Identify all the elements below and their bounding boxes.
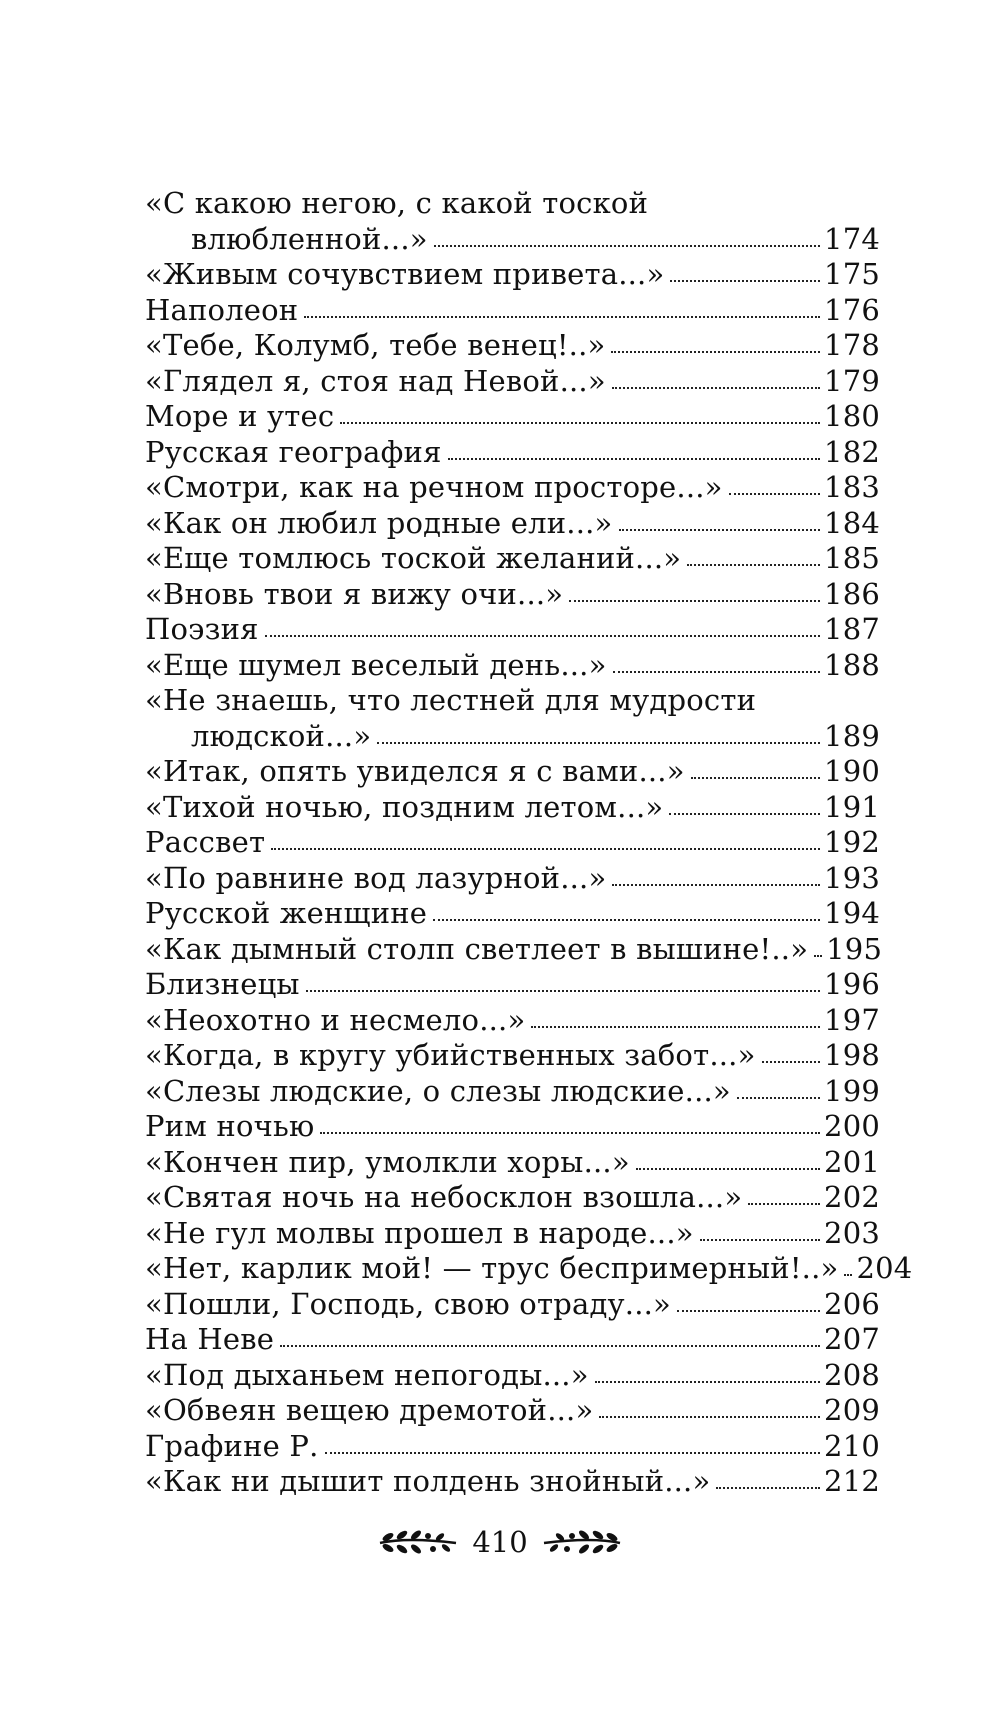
toc-entry (145, 1180, 880, 1216)
dot-leader (844, 1272, 852, 1276)
dot-leader (595, 1379, 820, 1383)
toc-entry-page: 207 (824, 1322, 880, 1356)
toc-entry-page: 179 (824, 363, 880, 398)
toc-entry-page: 204 (856, 1251, 913, 1285)
toc-entry-title: «Кончен пир, умолкли хоры...» (145, 1144, 630, 1179)
toc-entry-title: «Итак, опять увиделся я с вами...» (145, 754, 685, 788)
toc-entry-title: «Слезы людские, о слезы людские...» (145, 1073, 731, 1108)
toc-entry-title: «Тихой ночью, поздним летом...» (145, 789, 664, 824)
toc-entry (145, 967, 880, 1003)
toc-entry-title: «Нет, карлик мой! — трус беспримерный!..» (145, 1251, 839, 1285)
dot-leader (700, 1237, 820, 1241)
toc-entry (145, 719, 880, 755)
toc-entry-page: 203 (824, 1215, 880, 1250)
toc-entry-page: 176 (824, 292, 880, 327)
toc-entry-title: людской...» (191, 718, 372, 753)
toc-entry (145, 754, 880, 790)
toc-entry-page: 210 (824, 1428, 880, 1463)
dot-leader (434, 243, 820, 247)
dot-leader (748, 1201, 820, 1205)
toc-entry-page: 198 (824, 1038, 880, 1072)
dot-leader (612, 385, 820, 389)
toc-entry (145, 612, 880, 648)
dot-leader (271, 846, 820, 850)
dot-leader (716, 1485, 820, 1489)
dot-leader (340, 420, 820, 424)
toc-entry (145, 222, 880, 258)
dot-leader (304, 314, 820, 318)
dot-leader (325, 1450, 821, 1454)
toc-entry-title: Русской женщине (145, 896, 428, 930)
dot-leader (265, 633, 820, 637)
toc-entry-title: Море и утес (145, 399, 335, 433)
toc-entry-title: «Глядел я, стоя над Невой...» (145, 363, 606, 398)
dot-leader (320, 1130, 820, 1134)
toc-entry-page: 178 (824, 328, 880, 362)
toc-entry-title: «Когда, в кругу убийственных забот...» (145, 1038, 756, 1072)
toc-entry (145, 293, 880, 329)
toc-entry (145, 1322, 880, 1358)
toc-entry-page: 185 (824, 541, 880, 575)
toc-entry-title: «Неохотно и несмело...» (145, 1002, 526, 1037)
dot-leader (814, 953, 822, 957)
toc-entry (145, 1464, 880, 1500)
toc-entry-title: «Живым сочувствием привета...» (145, 257, 665, 291)
toc-entry-page: 180 (824, 399, 880, 433)
toc-entry (145, 1393, 880, 1429)
dot-leader (611, 349, 820, 353)
dot-leader (762, 1059, 821, 1063)
dot-leader (612, 882, 820, 886)
toc-entry (145, 470, 880, 506)
toc-entry-page: 212 (824, 1464, 880, 1498)
toc-entry-title: «Не гул молвы прошел в народе...» (145, 1215, 694, 1250)
toc-entry-title: «Вновь твои я вижу очи...» (145, 576, 564, 611)
table-of-contents (145, 186, 913, 1500)
toc-entry-title: «Как ни дышит полдень знойный...» (145, 1464, 711, 1498)
toc-entry (145, 1251, 913, 1287)
toc-entry-title: «Как дымный столп светлеет в вышине!..» (145, 931, 809, 966)
toc-entry-page: 174 (824, 221, 880, 256)
toc-entry-page: 208 (824, 1357, 880, 1392)
toc-entry (145, 1358, 880, 1394)
toc-entry (145, 896, 880, 932)
toc-entry (145, 541, 880, 577)
toc-entry-page: 206 (824, 1286, 880, 1321)
dot-leader (737, 1095, 820, 1099)
toc-entry (145, 790, 880, 826)
toc-entry-page: 194 (824, 896, 880, 930)
toc-entry-title: Графине Р. (145, 1428, 319, 1463)
toc-entry (145, 435, 880, 471)
page-footer (0, 1525, 1000, 1559)
toc-entry-page: 196 (824, 967, 880, 1001)
dot-leader (619, 527, 821, 531)
toc-entry (145, 1216, 880, 1252)
toc-entry-title: Близнецы (145, 967, 300, 1001)
toc-entry (145, 1287, 880, 1323)
toc-entry-title-line: «С какою негою, с какой тоской (145, 186, 649, 220)
toc-entry-page: 186 (824, 576, 880, 611)
toc-entry-title: Наполеон (145, 292, 299, 327)
laurel-branch-right-icon (542, 1527, 622, 1557)
toc-entry-title: влюбленной...» (191, 221, 428, 256)
toc-entry-title: «Святая ночь на небосклон взошла...» (145, 1180, 743, 1214)
dot-leader (613, 669, 821, 673)
toc-entry-title: Рим ночью (145, 1109, 315, 1143)
toc-entry-title: «Пошли, Господь, свою отраду...» (145, 1286, 671, 1321)
dot-leader (306, 988, 820, 992)
toc-entry-page: 191 (824, 789, 880, 824)
toc-entry-page: 175 (824, 257, 880, 291)
laurel-branch-left-icon (378, 1527, 458, 1557)
dot-leader (377, 740, 820, 744)
dot-leader (677, 1308, 820, 1312)
toc-entry (145, 931, 883, 968)
toc-entry-title: Рассвет (145, 825, 266, 859)
dot-leader (433, 917, 820, 921)
toc-entry (145, 1145, 880, 1181)
dot-leader (569, 598, 820, 602)
toc-entry-page: 182 (824, 434, 880, 469)
dot-leader (669, 811, 820, 815)
toc-entry-title: «Еще томлюсь тоской желаний...» (145, 541, 682, 575)
toc-entry (145, 577, 880, 613)
toc-entry-page: 184 (824, 505, 880, 540)
dot-leader (687, 562, 820, 566)
toc-entry-title: «Тебе, Колумб, тебе венец!..» (145, 328, 606, 362)
toc-entry (145, 825, 880, 861)
dot-leader (280, 1343, 820, 1347)
dot-leader (636, 1166, 820, 1170)
toc-entry-title: На Неве (145, 1322, 275, 1356)
toc-entry (145, 328, 880, 364)
toc-entry (145, 1109, 880, 1145)
toc-entry (145, 506, 880, 542)
dot-leader (531, 1024, 820, 1028)
toc-entry-page: 201 (824, 1144, 880, 1179)
toc-entry-page: 189 (824, 718, 880, 753)
toc-entry-title: «Еще шумел веселый день...» (145, 647, 607, 682)
toc-entry-page: 199 (824, 1073, 880, 1108)
dot-leader (729, 491, 820, 495)
toc-entry-page: 188 (824, 647, 880, 682)
toc-entry (145, 861, 880, 897)
dot-leader (448, 456, 820, 460)
toc-entry-title: Поэзия (145, 612, 259, 646)
toc-entry-page: 190 (824, 754, 880, 788)
toc-entry (145, 1074, 880, 1110)
toc-entry-title: «Смотри, как на речном просторе...» (145, 470, 723, 504)
toc-entry-title: «Под дыханьем непогоды...» (145, 1357, 589, 1392)
page-number: 410 (472, 1525, 528, 1559)
toc-entry (145, 1429, 880, 1465)
toc-entry (145, 1038, 880, 1074)
toc-entry-page: 200 (824, 1109, 880, 1143)
toc-entry-title-line: «Не знаешь, что лестней для мудрости (145, 683, 757, 717)
dot-leader (670, 278, 820, 282)
toc-entry-page: 187 (824, 612, 880, 646)
toc-entry (145, 648, 880, 684)
toc-entry-title: «По равнине вод лазурной...» (145, 860, 607, 895)
toc-entry-page: 209 (824, 1393, 880, 1427)
toc-entry (145, 364, 880, 400)
toc-entry (145, 257, 880, 293)
dot-leader (691, 775, 820, 779)
toc-entry-page: 195 (826, 931, 883, 966)
toc-entry-title: Русская география (145, 434, 442, 469)
toc-entry (145, 399, 880, 435)
toc-entry (145, 1003, 880, 1039)
toc-entry-page: 193 (824, 860, 880, 895)
toc-entry-title: «Обвеян вещею дремотой...» (145, 1393, 594, 1427)
dot-leader (599, 1414, 820, 1418)
toc-entry-title: «Как он любил родные ели...» (145, 505, 613, 540)
toc-entry-page: 202 (824, 1180, 880, 1214)
toc-entry-page: 197 (824, 1002, 880, 1037)
toc-entry-page: 192 (824, 825, 880, 859)
toc-entry-page: 183 (824, 470, 880, 504)
